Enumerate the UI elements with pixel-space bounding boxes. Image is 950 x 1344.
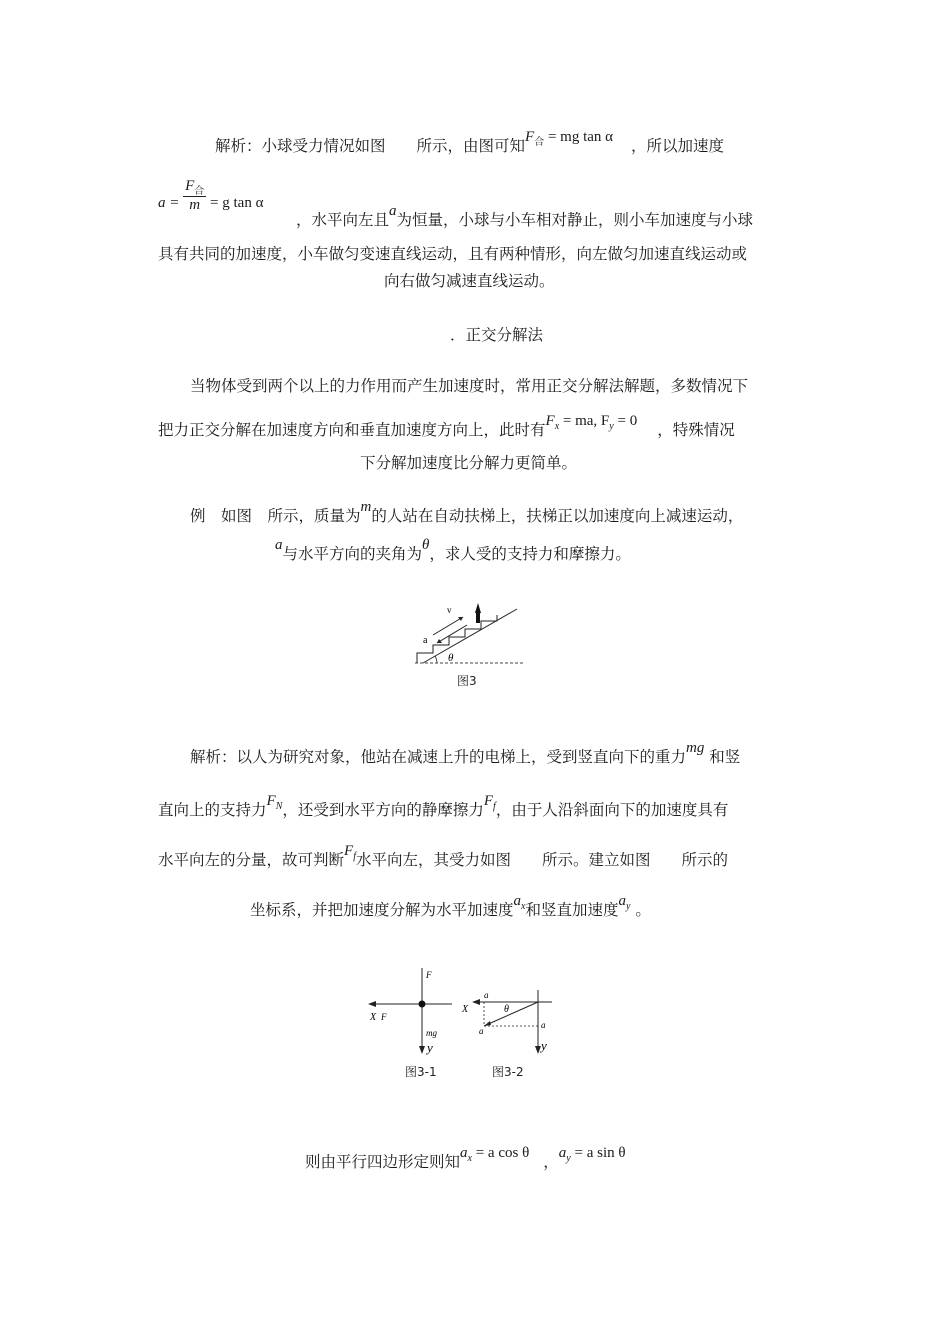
example-line1: 例 如图 所示，质量为m的人站在自动扶梯上，扶梯正以加速度向上减速运动， bbox=[190, 499, 744, 525]
para3-line2: 直向上的支持力$F_N$，还受到水平方向的静摩擦力$F_f$，由于人沿斜面向下的加速度具有 bbox=[158, 793, 729, 819]
figure-3-caption: 图3 bbox=[457, 674, 477, 688]
para1-line2 bbox=[158, 178, 264, 232]
escalator-steps bbox=[417, 615, 497, 663]
para1-text-a: 解析：小球受力情况如图 所示，由图可知 bbox=[215, 137, 526, 155]
para3-line4: 坐标系，并把加速度分解为水平加速度$a_x$和竖直加速度$a_y$ 。 bbox=[250, 893, 651, 919]
velocity-arrow bbox=[433, 617, 463, 635]
para2-line2: 把力正交分解在加速度方向和垂直加速度方向上，此时有$F_x$ = ma, $F_y = 0$ ，特殊情况 bbox=[158, 413, 735, 439]
label-theta: θ bbox=[504, 1004, 509, 1015]
formula-ay: $a_y = a$ sin θ bbox=[558, 1145, 626, 1164]
figure-3-1-caption: 图3-1 bbox=[405, 1065, 437, 1079]
label-y: y bbox=[427, 1040, 433, 1055]
figure-3-1-forces bbox=[366, 964, 456, 1058]
formula-net-force: $F_合$ = mg tan α bbox=[525, 129, 613, 148]
para1-line3: 具有共同的加速度，小车做匀变速直线运动，且有两种情形，向左做匀加速直线运动或 bbox=[158, 245, 748, 263]
label-a: a bbox=[479, 1026, 484, 1036]
figure-3-escalator bbox=[415, 603, 525, 667]
para1-line4: 向右做匀减速直线运动。 bbox=[384, 272, 555, 290]
figure-3-2-caption: 图3-2 bbox=[492, 1065, 524, 1079]
para3-line3: 水平向左的分量，故可判断$F_f$水平向左，其受力如图 所示。建立如图 所示的 bbox=[158, 843, 728, 869]
para3-line1: 解析：以人为研究对象，他站在减速上升的电梯上，受到竖直向下的重力mg 和竖 bbox=[190, 740, 741, 766]
body-dot bbox=[419, 1001, 426, 1008]
fraction: $\frac{F_合}{m}$ bbox=[185, 178, 205, 213]
label-Ff: F bbox=[381, 1012, 387, 1022]
label-X: X bbox=[462, 1004, 469, 1015]
formula-decomposition: $F_x$ = ma, $F_y = 0$ bbox=[545, 413, 638, 432]
label-theta: θ bbox=[448, 652, 454, 664]
label-a: a bbox=[423, 635, 428, 646]
para1-line2b: ，水平向左且a为恒量，小球与小车相对静止，则小车加速度与小球 bbox=[296, 203, 754, 229]
person-icon bbox=[475, 603, 481, 623]
para4-line1: 则由平行四边形定则知$a_x = a$ cos θ ，$a_y = a$ sin θ bbox=[305, 1145, 626, 1171]
label-y: y bbox=[541, 1038, 547, 1053]
formula-ax: $a_x = a$ cos θ bbox=[460, 1145, 530, 1164]
label-ax: a bbox=[484, 990, 489, 1000]
label-X: X bbox=[370, 1012, 377, 1023]
label-mg: mg bbox=[426, 1028, 437, 1038]
formula-acceleration: a = $\frac{F_合}{m}$ = g tan α bbox=[158, 178, 264, 213]
para2-line3: 下分解加速度比分解力更简单。 bbox=[360, 454, 578, 472]
para1-text-b: ，所以加速度 bbox=[631, 137, 725, 155]
acceleration-vector bbox=[484, 1002, 538, 1026]
para2-line1: 当物体受到两个以上的力作用而产生加速度时，常用正交分解法解题，多数情况下 bbox=[190, 377, 749, 395]
section-heading: ．正交分解法 bbox=[450, 326, 544, 344]
incline-line bbox=[423, 609, 517, 663]
label-FN: F bbox=[426, 970, 432, 980]
label-ay: a bbox=[541, 1020, 546, 1030]
figure-3-2-acceleration bbox=[458, 988, 558, 1058]
para1-line1 bbox=[215, 129, 725, 159]
example-line2: a与水平方向的夹角为θ，求人受的支持力和摩擦力。 bbox=[275, 537, 631, 563]
label-v: v bbox=[447, 605, 452, 615]
